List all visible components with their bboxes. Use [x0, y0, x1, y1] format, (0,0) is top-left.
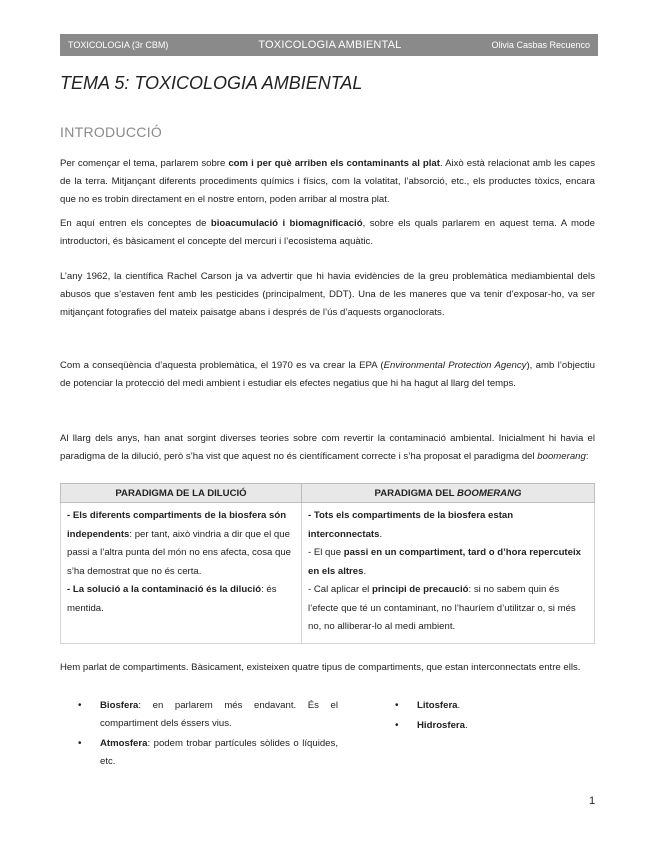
bullet-icon: •	[395, 700, 399, 711]
text-run: : podem trobar partícules sòlides o líquides, etc.	[100, 738, 338, 767]
bullet-list-left	[78, 697, 338, 773]
paragraph-epa	[60, 357, 595, 393]
text-run: : per tant, això vindria a dir que el que passi a l’altra punta del món no ens afecta, cosa que s’ha demostrat que no és certa.	[67, 528, 291, 577]
text-run: , sobre els quals parlarem en aquest tema. A mode introductori, és bàsicament el concepte del mercuri i l’ecosistema aquàtic.	[60, 218, 595, 247]
list-item	[78, 735, 338, 771]
bold-run: Litosfera	[417, 700, 458, 711]
table-row	[61, 503, 595, 644]
paragraph-intro	[60, 155, 595, 209]
bold-run: - Tots els compartiments de la biosfera estan interconnectats	[308, 510, 514, 540]
text-run: . Això està relacionat amb les capes de la terra. Mitjançant diferents procediments químics i físics, com la volatitat, l’absorció, etc., els productes tòxics, encara que no es trobin directament en el nostre entorn, poden arribar al mostra plat.	[60, 158, 595, 205]
list-item	[67, 581, 295, 618]
list-item	[395, 697, 595, 715]
text-run: : en parlarem més endavant. És el compartiment dels éssers vius.	[100, 700, 338, 729]
bullet-icon: •	[78, 738, 82, 749]
page-number: 1	[589, 795, 596, 807]
paragraph-concepts	[60, 215, 595, 251]
header-course: TOXICOLOGIA (3r CBM)	[68, 40, 169, 50]
paragraph-carson: L’any 1962, la científica Rachel Carson ja va advertir que hi havia evidències de la greu problemàtica mediambiental dels abusos que s’estaven fent amb les pesticides (principalment, DDT). Una de les maneres que va tenir d’exposar-ho, va ser mitjançant fotografies del mateix paisatge abans i després de l’ús d’aquests organoclorats.	[60, 271, 595, 318]
page-header	[60, 34, 598, 56]
text-run: .	[363, 565, 367, 577]
cell-boomerang	[302, 503, 595, 644]
paradigm-table	[60, 483, 595, 644]
bullet-list-right	[395, 697, 595, 737]
text-run: : és mentida.	[67, 584, 277, 614]
text-run: PARADIGMA DEL	[374, 487, 457, 499]
list-item	[308, 507, 588, 544]
bold-run: Biosfera	[100, 700, 139, 711]
section-heading: INTRODUCCIÓ	[60, 124, 163, 140]
header-author: Olivia Casbas Recuenco	[491, 40, 590, 50]
bold-run: bioacumulació i biomagnificació	[210, 218, 363, 229]
bold-run: Atmosfera	[100, 738, 148, 749]
list-item	[78, 697, 338, 733]
paragraph-paradigms	[60, 430, 595, 466]
bold-run: com i per què arriben els contaminants al plat	[228, 158, 440, 169]
text-run: Per començar el tema, parlarem sobre	[60, 158, 229, 169]
italic-run: boomerang	[537, 451, 586, 462]
list-item	[308, 544, 588, 581]
header-dilution: PARADIGMA DE LA DILUCIÓ	[61, 484, 302, 503]
text-run: - Cal aplicar el	[308, 584, 372, 595]
header-boomerang	[302, 484, 595, 503]
text-run: .	[379, 528, 383, 540]
text-run: : si no sabem quin és l’efecte que té un contaminant, no l’hauríem d’utilitzar o, si més no, no alliberar-lo al medi ambient.	[308, 584, 576, 632]
text-run: En aquí entren els conceptes de	[60, 218, 211, 229]
list-item	[395, 717, 595, 735]
bold-run: principi de precaució	[371, 584, 469, 595]
italic-run: Environmental Protection Agency	[383, 360, 527, 371]
document-title: TEMA 5: TOXICOLOGIA AMBIENTAL	[60, 73, 363, 93]
text-run: .	[457, 700, 461, 711]
italic-run: BOOMERANG	[456, 487, 522, 499]
text-run: - El que	[308, 547, 344, 558]
text-run: Com a conseqüència d’aquesta problemàtica, el 1970 es va crear la EPA (	[60, 360, 384, 371]
bold-run: Hidrosfera	[417, 720, 465, 731]
bullet-icon: •	[395, 720, 399, 731]
text-run: .	[464, 720, 468, 731]
bold-run: passi en un compartiment, tard o d’hora repercuteix en els altres	[308, 547, 581, 577]
text-run: Al llarg dels anys, han anat sorgint diverses teories sobre com revertir la contaminació ambiental. Inicialment hi havia el paradigma de la dilució, però s’ha vist que aquest no és científicament correcte i s’ha proposat el paradigma del	[60, 433, 595, 462]
bold-run: - La solució a la contaminació és la dilució	[67, 584, 262, 595]
paragraph-compartments: Hem parlat de compartiments. Bàsicament, existeixen quatre tipus de compartiments, que estan interconnectats entre ells.	[60, 662, 581, 673]
header-topic: TOXICOLOGIA AMBIENTAL	[258, 39, 402, 51]
text-run: ), amb l’objectiu de potenciar la protecció del medi ambient i estudiar els efectes negatius que hi ha hagut al llarg del temps.	[60, 360, 596, 389]
cell-dilution	[61, 503, 302, 644]
table-header-row	[61, 484, 595, 503]
list-item	[67, 507, 295, 581]
bullet-icon: •	[78, 700, 82, 711]
text-run: :	[585, 451, 589, 462]
list-item	[308, 581, 588, 637]
bold-run: - Els diferents compartiments de la biosfera són independents	[67, 510, 287, 540]
